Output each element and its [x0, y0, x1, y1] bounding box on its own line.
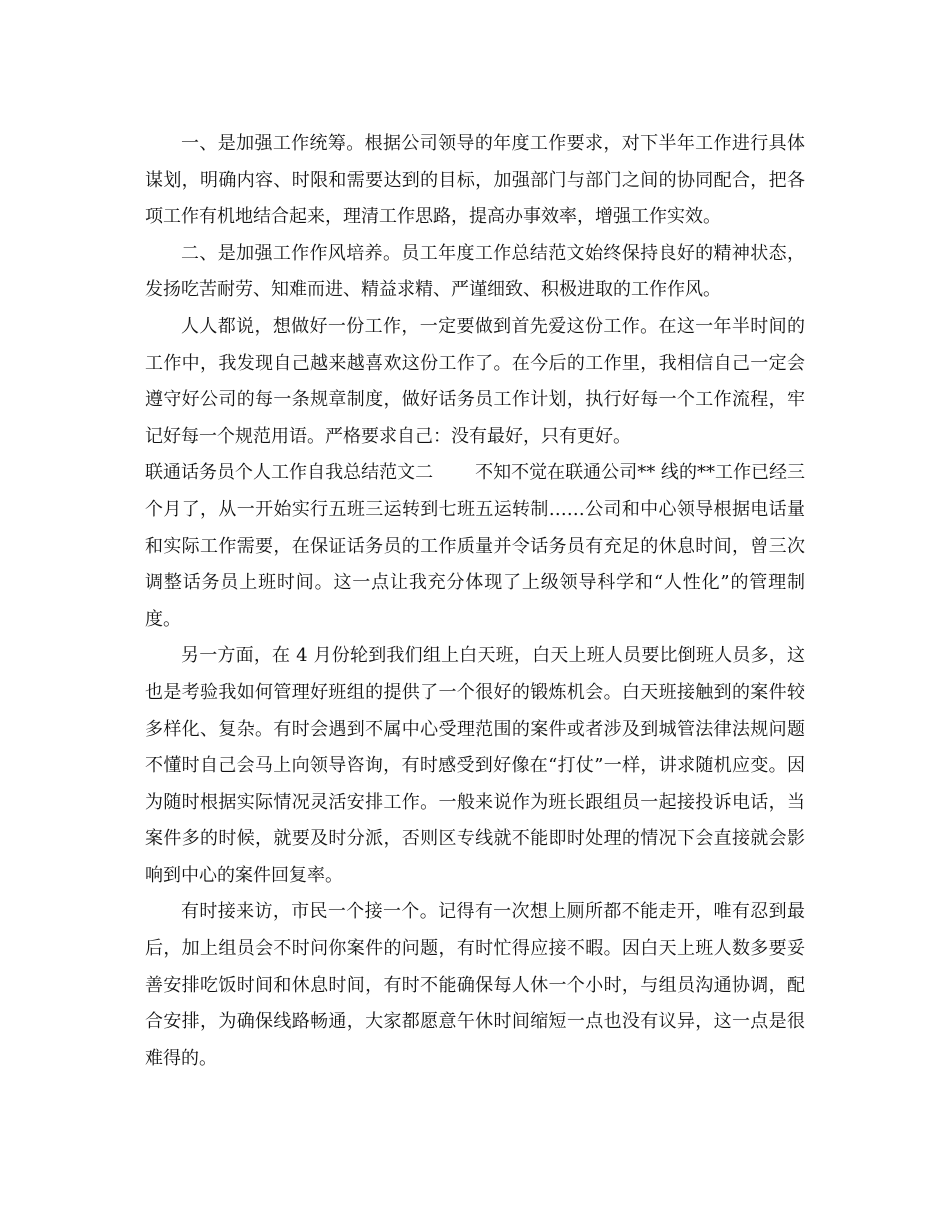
paragraph-4-text: 不知不觉在联通公司** 线的**工作已经三个月了，从一开始实行五班三运转到七班五运转制……公司和中心领导根据电话量和实际工作需要，在保证话务员的工作质量并令话务员有充足的休息时间，曾三次调整话务员上班时间。这一点让我充分体现了上级领导科学和“人性化”的管理制度。 — [145, 462, 805, 630]
paragraph-5: 另一方面，在 4 月份轮到我们组上白天班，白天上班人员要比倒班人员多，这也是考验我如何管理好班组的提供了一个很好的锻炼机会。白天班接触到的案件较多样化、复杂。有时会遇到不属中心受理范围的案件或者涉及到城管法律法规问题不懂时自己会马上向领导咨询，有时感受到好像在“打仗”一样，讲求随机应变。因为随时根据实际情况灵活安排工作。一般来说作为班长跟组员一起接投诉电话，当案件多的时候，就要及时分派，否则区专线就不能即时处理的情况下会直接就会影响到中心的案件回复率。 — [145, 645, 805, 886]
paragraph-6: 有时接来访，市民一个接一个。记得有一次想上厕所都不能走开，唯有忍到最后，加上组员会不时问你案件的问题，有时忙得应接不暇。因白天上班人数多要妥善安排吃饭时间和休息时间，有时不能确保每人休一个小时，与组员沟通协调，配合安排，为确保线路畅通，大家都愿意午休时间缩短一点也没有议异，这一点是很难得的。 — [145, 901, 805, 1069]
section-heading: 联通话务员个人工作自我总结范文二 — [145, 462, 434, 484]
paragraph-2: 二、是加强工作作风培养。员工年度工作总结范文始终保持良好的精神状态，发扬吃苦耐劳、知难而进、精益求精、严谨细致、积极进取的工作作风。 — [145, 242, 805, 301]
paragraph-3: 人人都说，想做好一份工作，一定要做到首先爱这份工作。在这一年半时间的工作中，我发现自己越来越喜欢这份工作了。在今后的工作里，我相信自己一定会遵守好公司的每一条规章制度，做好话务员工作计划，执行好每一个工作流程，牢记好每一个规范用语。严格要求自己：没有最好，只有更好。 — [145, 315, 805, 447]
document-body — [145, 126, 805, 1077]
paragraph-4 — [145, 455, 805, 638]
paragraph-1: 一、是加强工作统筹。根据公司领导的年度工作要求，对下半年工作进行具体谋划，明确内容、时限和需要达到的目标，加强部门与部门之间的协同配合，把各项工作有机地结合起来，理清工作思路，提高办事效率，增强工作实效。 — [145, 133, 805, 228]
